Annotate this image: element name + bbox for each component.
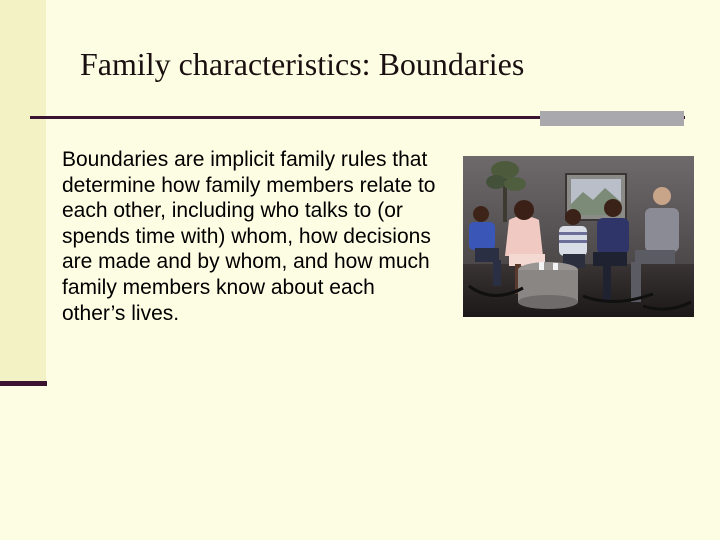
coffee-table [518,262,578,309]
title-divider-accent [540,111,684,126]
family-group-photo [463,156,694,317]
slide-body-text: Boundaries are implicit family rules that determine how family members relate to each other, including who talks to (or spends time with) whom, how decisions are made and by whom, and how much family members know about each other’s lives. [62,148,436,325]
left-accent-band-end [0,381,47,386]
left-accent-band [0,0,46,383]
slide-title: Family characteristics: Boundaries [80,46,525,82]
